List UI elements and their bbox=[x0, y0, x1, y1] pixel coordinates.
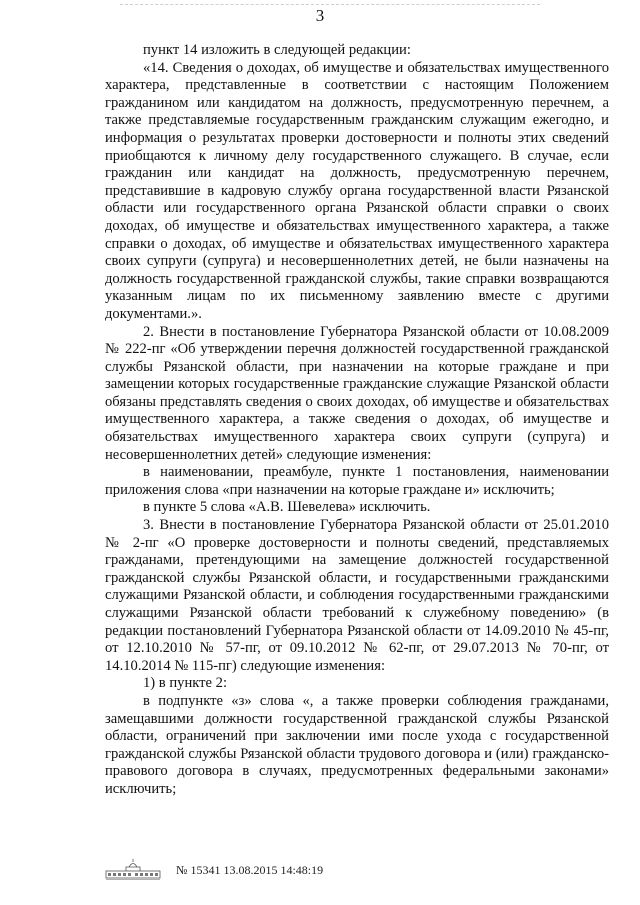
paragraph: пункт 14 изложить в следующей редакции: bbox=[143, 42, 411, 58]
paragraph: 2. Внести в постановление Губернатора Рязанской области от 10.08.2009 № 222-пг «Об утверждении перечня должностей государственной гражданской службы Рязанской области, при назначении на которые граждане и при замещении которых государственные гражданские служащие Рязанской области обязаны представлять сведения о своих доходах, об имуществе и обязательствах имущественного характера, а также сведения о доходах, об имуществе и обязательствах имущественного характера своих супруги (супруга) и несовершеннолетних детей» следующие изменения: bbox=[105, 323, 609, 463]
paragraph: 3. Внести в постановление Губернатора Рязанской области от 25.01.2010 № 2-пг «О проверке достоверности и полноты сведений, представляемых гражданами, претендующими на замещение должностей государственной гражданской службы Рязанской области, и государственными гражданскими служащими Рязанской области, и соблюдения государственными гражданскими служащими Рязанской области требований к служебному поведению» (в редакции постановлений Губернатора Рязанской области от 14.09.2010 № 45-пг, от 12.10.2010 № 57-пг, от 09.10.2012 № 62-пг, от 29.07.2013 № 70-пг, от 14.10.2014 № 115-пг) следующие изменения: bbox=[105, 517, 609, 674]
registration-stamp bbox=[104, 856, 404, 884]
paragraph: «14. Сведения о доходах, об имуществе и обязательствах имущественного характера, представленные в соответствии с настоящим Положением гражданином или кандидатом на должность, предусмотренную перечнем, а также представляемые государственным гражданским служащим ежегодно, и информация о результатах проверки достоверности и полноты этих сведений приобщаются к личному делу государственного служащего. В случае, если гражданин или кандидат на должность, предусмотренную перечнем, представившие в кадровую службу органа государственной власти Рязанской области или государственного органа Рязанской области справки о своих доходах, об имуществе и обязательствах имущественного характера, а также справки о доходах, об имуществе и обязательствах имущественного характера своих супруги (супруга) и несовершеннолетних детей, не были назначены на должность государственной гражданской службы, такие справки возвращаются указанным лицам по их письменному заявлению вместе с другими документами.». bbox=[105, 59, 609, 322]
document-body bbox=[105, 42, 609, 799]
paragraph: в наименовании, преамбуле, пункте 1 постановления, наименовании приложения слова «при назначении на которые граждане и» исключить; bbox=[105, 464, 609, 498]
government-building-logo-icon bbox=[104, 858, 162, 882]
paragraph: в пункте 5 слова «А.В. Шевелева» исключить. bbox=[143, 499, 431, 516]
page-number: 3 bbox=[315, 6, 325, 25]
registration-number-timestamp: № 15341 13.08.2015 14:48:19 bbox=[176, 862, 324, 877]
paragraph: 1) в пункте 2: bbox=[143, 675, 228, 692]
paragraph: в подпункте «з» слова «, а также проверки соблюдения гражданами, замещавшими должности государственной гражданской службы Рязанской области, ограничений при заключении ими после ухода с государственной гражданской службы Рязанской области трудового договора и (или) гражданско-правового договора в случаях, предусмотренных федеральными законами» исключить; bbox=[105, 692, 609, 797]
